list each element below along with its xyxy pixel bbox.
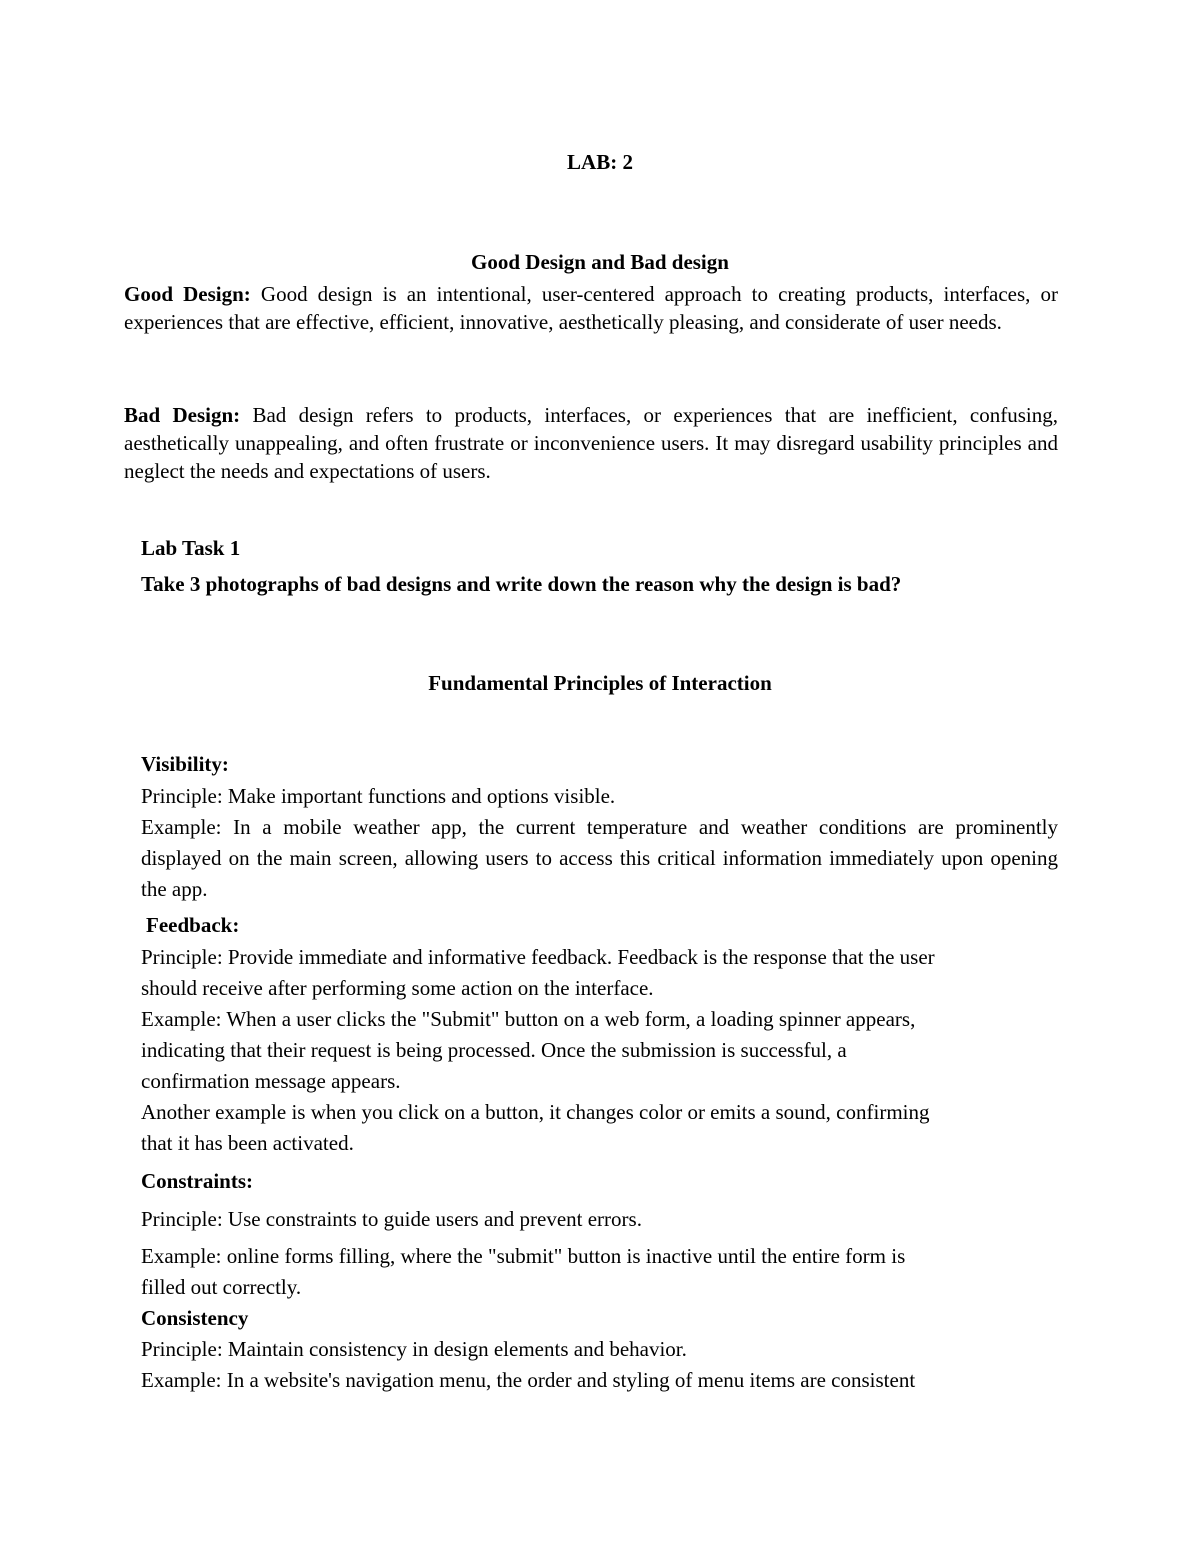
feedback-principle-line1: Principle: Provide immediate and informative feedback. Feedback is the response that the user — [141, 945, 935, 969]
constraints-principle: Principle: Use constraints to guide users and prevent errors. — [141, 1207, 642, 1231]
feedback-example-line2: indicating that their request is being processed. Once the submission is successful, a — [141, 1038, 847, 1062]
bad-design-text: Bad design refers to products, interfaces, or experiences that are inefficient, confusing, aesthetically unappealing, and often frustrate or inconvenience users. It may disregard usability principles and neglect the needs and expectations of users. — [124, 403, 1058, 483]
consistency-principle: Principle: Maintain consistency in design elements and behavior. — [141, 1337, 687, 1361]
constraints-example-line2: filled out correctly. — [141, 1275, 302, 1299]
lab-title: LAB: 2 — [567, 150, 633, 174]
bad-design-paragraph — [124, 401, 1058, 485]
section-heading-principles: Fundamental Principles of Interaction — [428, 671, 772, 695]
constraints-heading: Constraints: — [141, 1169, 254, 1193]
visibility-heading: Visibility: — [141, 752, 229, 776]
consistency-example: Example: In a website's navigation menu, the order and styling of menu items are consistent — [141, 1368, 916, 1392]
section-heading-design: Good Design and Bad design — [471, 250, 729, 274]
consistency-heading: Consistency — [141, 1306, 249, 1330]
visibility-example: Example: In a mobile weather app, the current temperature and weather conditions are prominently displayed on the main screen, allowing users to access this critical information immediately upon opening the app. — [141, 815, 1058, 901]
lab-task-question: Take 3 photographs of bad designs and write down the reason why the design is bad? — [141, 572, 902, 596]
feedback-example-line1: Example: When a user clicks the "Submit" button on a web form, a loading spinner appears, — [141, 1007, 916, 1031]
good-design-label: Good Design: — [124, 282, 251, 306]
constraints-example-line1: Example: online forms filling, where the "submit" button is inactive until the entire form is — [141, 1244, 906, 1268]
bad-design-label: Bad Design: — [124, 403, 241, 427]
feedback-heading: Feedback: — [146, 913, 240, 937]
feedback-example-line3: confirmation message appears. — [141, 1069, 401, 1093]
visibility-principle: Principle: Make important functions and options visible. — [141, 784, 616, 808]
feedback-principle-line2: should receive after performing some action on the interface. — [141, 976, 654, 1000]
feedback-another-line2: that it has been activated. — [141, 1131, 354, 1155]
lab-task-label: Lab Task 1 — [141, 536, 241, 560]
good-design-paragraph — [124, 280, 1058, 336]
feedback-another-line1: Another example is when you click on a button, it changes color or emits a sound, confirming — [141, 1100, 930, 1124]
good-design-text: Good design is an intentional, user-centered approach to creating products, interfaces, or experiences that are effective, efficient, innovative, aesthetically pleasing, and considerate of user needs. — [124, 282, 1058, 334]
